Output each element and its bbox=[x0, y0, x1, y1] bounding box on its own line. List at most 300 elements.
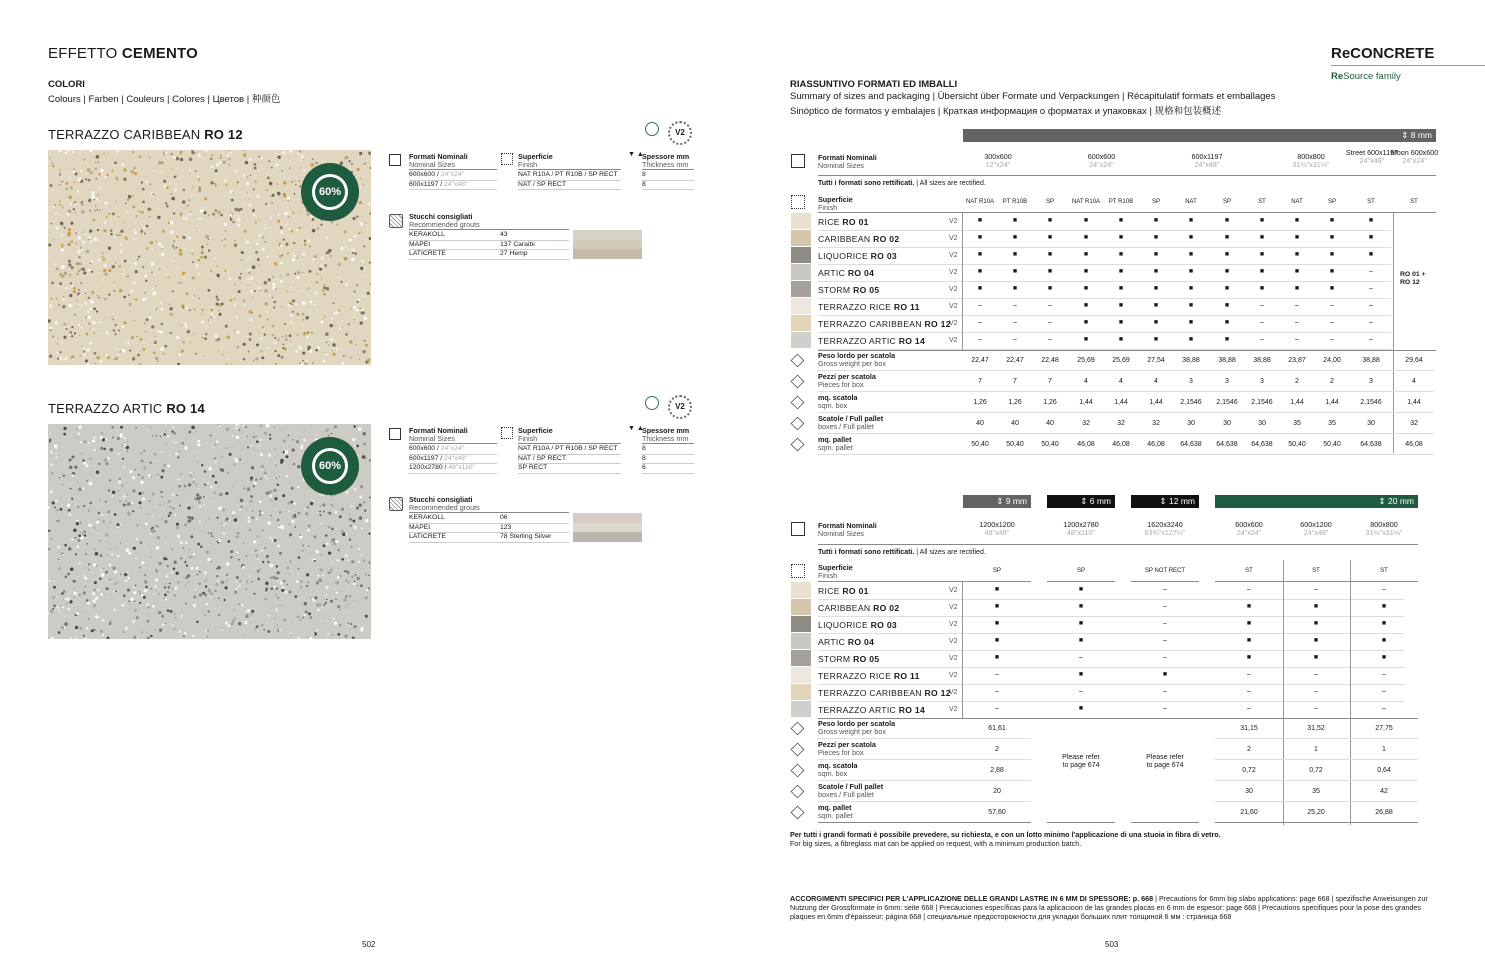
pack-value: 31,15 bbox=[1240, 725, 1258, 732]
pack-value: 25,69 bbox=[1077, 357, 1095, 364]
pack-label bbox=[818, 762, 858, 778]
recycle-icon bbox=[312, 448, 348, 484]
pack-value: 1 bbox=[1314, 746, 1318, 753]
finish-col-header: SP bbox=[1222, 199, 1231, 205]
color-name bbox=[818, 234, 899, 244]
availability-mark: ■ bbox=[1047, 217, 1053, 224]
row-rule bbox=[818, 684, 1404, 685]
format-inch: 48"x110" bbox=[1066, 528, 1096, 537]
availability-mark: ■ bbox=[1012, 251, 1018, 258]
format-sep: / bbox=[435, 445, 441, 452]
pack-label-bold: Scatole / Full pallet bbox=[818, 414, 884, 423]
pack-value: 4 bbox=[1154, 378, 1158, 385]
pack-label-bold: Scatole / Full pallet bbox=[818, 782, 884, 791]
finish-col-header: SP bbox=[1045, 199, 1054, 205]
format-inch: 24"x48" bbox=[1303, 528, 1329, 537]
availability-mark: ■ bbox=[1381, 637, 1387, 644]
format-size-header bbox=[957, 521, 1037, 537]
pack-value: 30 bbox=[1258, 420, 1266, 427]
availability-mark: ■ bbox=[1368, 234, 1374, 241]
finish-sub: Finish bbox=[518, 434, 538, 443]
v2-divider bbox=[962, 582, 963, 718]
availability-mark: ■ bbox=[1368, 217, 1374, 224]
pack-value: 2 bbox=[1247, 746, 1251, 753]
availability-mark: ■ bbox=[977, 234, 983, 241]
pack-label bbox=[818, 741, 876, 757]
product-name-light: TERRAZZO ARTIC bbox=[48, 401, 167, 416]
box-icon bbox=[791, 722, 805, 736]
grout-color-swatch bbox=[573, 249, 642, 259]
finish-col-header: PT R10B bbox=[1108, 199, 1134, 205]
color-name-light: STORM bbox=[818, 654, 854, 664]
finish-col-header: NAT R10A bbox=[1071, 199, 1101, 205]
pack-value: 4 bbox=[1119, 378, 1123, 385]
grout-label: Stucchi consigliati bbox=[409, 212, 473, 221]
box-icon bbox=[791, 764, 805, 778]
precautions-note: ACCORGIMENTI SPECIFICI PER L'APPLICAZIONE DELLE GRANDI LASTRE IN 6 MM DI SPESSORE: p. 668 | Precautions for 6mm big slabs applications: page 668 | spezifische Anweisungen zur Nutzung der Grossformate in 6mm: seite 668 | Precauciones específicas para la aplicacioon de las grandes placas en 6 mm de espesor: page 668 | Precautions specifiques pour la pose des grandes plaques en 6mm d'épaisseur: página 668 | специальные предосторожности для укладки больших плит толщиной 6 мм : страница 668 bbox=[790, 894, 1428, 921]
page-number-right: 503 bbox=[1105, 940, 1119, 949]
format-size: 1200x2780 bbox=[1063, 520, 1099, 529]
pack-value: 50,40 bbox=[1041, 441, 1059, 448]
thickness-row bbox=[642, 455, 694, 465]
availability-mark: ■ bbox=[1083, 234, 1089, 241]
summary-sub-1: Summary of sizes and packaging | Übersicht über Formate und Verpackungen | Récapitulatif formats et emballages bbox=[790, 91, 1276, 102]
spec-rule bbox=[518, 443, 621, 444]
pack-value: 61,61 bbox=[988, 725, 1006, 732]
finish-row bbox=[518, 171, 621, 181]
thickness-value: 8 bbox=[642, 180, 646, 188]
color-chip bbox=[791, 616, 811, 632]
product-title bbox=[48, 401, 205, 416]
formats-sub: Nominal Sizes bbox=[409, 160, 455, 169]
row-rule bbox=[818, 412, 1434, 413]
pack-label bbox=[818, 804, 853, 820]
thickness-label: Spessore mm bbox=[642, 152, 690, 161]
availability-mark: ■ bbox=[1294, 217, 1300, 224]
availability-mark: ■ bbox=[1313, 637, 1319, 644]
pack-value: 2,1546 bbox=[1251, 399, 1273, 406]
format-row bbox=[409, 181, 497, 191]
grout-icon bbox=[389, 497, 403, 511]
pack-value: 2 bbox=[1330, 378, 1334, 385]
format-sep: / bbox=[438, 180, 445, 188]
spec-rule bbox=[409, 443, 497, 444]
color-code: RO 12 bbox=[924, 319, 951, 329]
row-rule bbox=[818, 780, 1031, 781]
availability-mark: – bbox=[1314, 705, 1318, 712]
color-name-light: CARIBBEAN bbox=[818, 234, 874, 244]
pack-value: 2,1546 bbox=[1216, 399, 1238, 406]
pack-label-bold: Peso lordo per scatola bbox=[818, 351, 896, 360]
availability-mark: ■ bbox=[1259, 234, 1265, 241]
pack-value: 38,88 bbox=[1218, 357, 1236, 364]
recycled-percent: 60% bbox=[318, 186, 342, 198]
color-name-light: TERRAZZO RICE bbox=[818, 671, 894, 681]
availability-mark: ■ bbox=[1083, 285, 1089, 292]
color-name-light: ARTIC bbox=[818, 637, 848, 647]
thickness-sub: Thickness mm bbox=[642, 434, 689, 443]
pack-value: 31,52 bbox=[1307, 725, 1325, 732]
refer-note: Please refer to page 674 bbox=[1146, 754, 1184, 769]
thickness-arrows-icon: ⇕ bbox=[1378, 496, 1389, 506]
finish-col-header: SP bbox=[1151, 199, 1160, 205]
color-name bbox=[818, 586, 869, 596]
grout-color-swatch bbox=[573, 240, 642, 250]
pack-value: 22,47 bbox=[971, 357, 989, 364]
thickness-row bbox=[642, 181, 694, 191]
color-code: RO 04 bbox=[847, 637, 875, 647]
table-rule bbox=[1047, 822, 1115, 823]
pack-value: 0,64 bbox=[1377, 767, 1391, 774]
table-rule bbox=[1215, 581, 1418, 582]
format-row bbox=[409, 445, 497, 455]
color-code: RO 12 bbox=[924, 688, 951, 698]
format-size: 1620x3240 bbox=[1147, 520, 1183, 529]
row-rule bbox=[1215, 780, 1418, 781]
color-code: RO 03 bbox=[870, 251, 898, 261]
pack-value: 2 bbox=[1295, 378, 1299, 385]
availability-mark: – bbox=[1048, 302, 1052, 309]
pack-label-sub: Pieces for box bbox=[818, 748, 864, 757]
grout-sub: Recommended grouts bbox=[409, 220, 480, 229]
table-rule bbox=[818, 581, 963, 582]
availability-mark: ■ bbox=[1118, 234, 1124, 241]
box-icon bbox=[791, 806, 805, 820]
grout-brand: KERAKOLL bbox=[409, 514, 445, 521]
color-name bbox=[818, 671, 920, 681]
format-inch: 31⅛"x31⅛" bbox=[1365, 528, 1403, 537]
format-size-header bbox=[1375, 149, 1455, 165]
color-chip bbox=[791, 315, 811, 331]
pack-value: 20 bbox=[993, 788, 1001, 795]
availability-mark: – bbox=[1369, 285, 1373, 292]
format-size: 600x1197 bbox=[409, 180, 439, 188]
availability-mark: ■ bbox=[1313, 654, 1319, 661]
availability-mark: ■ bbox=[1246, 654, 1252, 661]
availability-mark: ■ bbox=[1153, 268, 1159, 275]
pack-value: 50,40 bbox=[1006, 441, 1024, 448]
pack-value: 27,54 bbox=[1147, 357, 1165, 364]
pack-value: 2,1546 bbox=[1180, 399, 1202, 406]
color-chip bbox=[791, 281, 811, 297]
format-size: Moon 600x600 bbox=[1390, 148, 1439, 157]
spec-rule bbox=[409, 169, 497, 170]
availability-mark: ■ bbox=[1294, 234, 1300, 241]
availability-mark: ■ bbox=[1118, 336, 1124, 343]
pack-value: 22,47 bbox=[1006, 357, 1024, 364]
formats-label: Formati Nominali bbox=[409, 152, 468, 161]
availability-mark: – bbox=[1260, 302, 1264, 309]
pack-value: 1 bbox=[1382, 746, 1386, 753]
grout-color-swatch bbox=[573, 513, 642, 523]
availability-mark: – bbox=[1369, 319, 1373, 326]
row-rule bbox=[818, 298, 1391, 299]
color-code: RO 14 bbox=[898, 336, 926, 346]
product-name-code: RO 14 bbox=[166, 401, 205, 416]
availability-mark: – bbox=[978, 336, 982, 343]
spec-rule bbox=[642, 169, 694, 170]
format-size: 600x600 bbox=[1087, 152, 1116, 161]
availability-mark: – bbox=[1369, 336, 1373, 343]
thickness-bar-8mm-label: 8 mm bbox=[1410, 130, 1432, 140]
pack-label-sub: Pieces for box bbox=[818, 380, 864, 389]
thickness-value: 6 bbox=[642, 464, 646, 471]
pack-value: 26,88 bbox=[1375, 809, 1393, 816]
thickness-row bbox=[642, 445, 694, 455]
finish-row bbox=[518, 181, 621, 191]
availability-mark: – bbox=[1247, 705, 1251, 712]
finish-col-header: NAT bbox=[1185, 199, 1197, 205]
grout-code: 06 bbox=[500, 514, 508, 521]
format-size: 1200x1200 bbox=[979, 520, 1015, 529]
grout-row bbox=[409, 514, 569, 524]
finish-col-header: ST bbox=[1312, 568, 1320, 574]
availability-mark: – bbox=[1330, 336, 1334, 343]
thickness-sub: Thickness mm bbox=[642, 160, 689, 169]
pack-value: 3 bbox=[1369, 378, 1373, 385]
format-row bbox=[409, 464, 497, 474]
thickness-bar-12mm-label: 12 mm bbox=[1169, 496, 1195, 506]
format-size: 600x600 bbox=[1235, 520, 1263, 529]
thickness-bar-9mm bbox=[963, 495, 1031, 508]
availability-mark: ■ bbox=[1188, 319, 1194, 326]
pack-value: 1,44 bbox=[1290, 399, 1304, 406]
leed-icon bbox=[645, 122, 659, 136]
color-chip bbox=[791, 247, 811, 263]
recycled-content-badge bbox=[301, 163, 359, 221]
row-rule bbox=[818, 433, 1434, 434]
row-rule bbox=[818, 370, 1434, 371]
format-inch: 24"x48" bbox=[1194, 160, 1220, 169]
finish-col-header: SP bbox=[1327, 199, 1336, 205]
v2-tag: V2 bbox=[949, 320, 958, 327]
table-rule bbox=[1047, 581, 1115, 582]
availability-mark: – bbox=[1330, 302, 1334, 309]
availability-mark: ■ bbox=[1078, 586, 1084, 593]
pack-label bbox=[818, 352, 895, 368]
pack-label bbox=[818, 436, 853, 452]
color-name bbox=[818, 268, 874, 278]
pack-value: 50,40 bbox=[1323, 441, 1341, 448]
availability-mark: – bbox=[1048, 336, 1052, 343]
format-size-header bbox=[1344, 521, 1424, 537]
box-icon bbox=[791, 785, 805, 799]
format-size-header bbox=[1041, 521, 1121, 537]
leed-icon bbox=[645, 396, 659, 410]
pack-value: 1,44 bbox=[1149, 399, 1163, 406]
availability-mark: ■ bbox=[977, 268, 983, 275]
color-name-light: RICE bbox=[818, 217, 843, 227]
grout-row bbox=[409, 231, 569, 241]
pack-value: 40 bbox=[1046, 420, 1054, 427]
v2-tag: V2 bbox=[949, 689, 958, 696]
availability-mark: ■ bbox=[1078, 671, 1084, 678]
finish-row bbox=[518, 464, 621, 474]
availability-mark: – bbox=[1314, 671, 1318, 678]
pack-value: 7 bbox=[1048, 378, 1052, 385]
pack-value: 38,88 bbox=[1362, 357, 1380, 364]
availability-mark: ■ bbox=[1153, 319, 1159, 326]
pack-value: 0,72 bbox=[1309, 767, 1323, 774]
format-inch: 12"x24" bbox=[985, 160, 1011, 169]
finish-icon bbox=[791, 564, 805, 578]
row-rule bbox=[818, 599, 1404, 600]
pack-label-bold: mq. scatola bbox=[818, 393, 858, 402]
availability-mark: ■ bbox=[1246, 603, 1252, 610]
grout-row bbox=[409, 241, 569, 251]
left-page-title: EFFETTO CEMENTO bbox=[48, 45, 198, 62]
thickness-value: 8 bbox=[642, 445, 646, 452]
color-chip bbox=[791, 633, 811, 649]
pack-value: 2,88 bbox=[990, 767, 1004, 774]
row-label: Formati Nominali bbox=[818, 521, 877, 530]
color-code: RO 01 bbox=[842, 217, 869, 227]
v2-tag: V2 bbox=[949, 604, 958, 611]
col-divider bbox=[1283, 560, 1284, 825]
finish-col-header: ST bbox=[1410, 199, 1418, 205]
v2-tag: V2 bbox=[949, 655, 958, 662]
availability-mark: ■ bbox=[1078, 637, 1084, 644]
v2-tag: V2 bbox=[949, 235, 958, 242]
availability-mark: ■ bbox=[1224, 319, 1230, 326]
availability-mark: ■ bbox=[1047, 285, 1053, 292]
format-inch: 24"x48" bbox=[444, 454, 468, 462]
v2-label: V2 bbox=[675, 402, 685, 411]
availability-mark: – bbox=[1382, 705, 1386, 712]
format-inch: 31⅛"x31⅛" bbox=[1292, 160, 1330, 169]
finish-label: Superficie bbox=[818, 563, 853, 572]
table-rule bbox=[963, 581, 1031, 582]
format-size: 600x600 bbox=[409, 171, 436, 178]
color-name bbox=[818, 637, 874, 647]
row-rule bbox=[1215, 759, 1418, 760]
pack-value: 46,08 bbox=[1405, 441, 1423, 448]
finish-row bbox=[518, 445, 621, 455]
colori-label: COLORI bbox=[48, 79, 85, 90]
availability-mark: ■ bbox=[1188, 234, 1194, 241]
pack-value: 42 bbox=[1380, 788, 1388, 795]
pack-label bbox=[818, 720, 895, 736]
availability-mark: – bbox=[1295, 336, 1299, 343]
availability-mark: ■ bbox=[1381, 620, 1387, 627]
v2-divider bbox=[962, 213, 963, 350]
row-rule bbox=[818, 247, 1391, 248]
table-rule bbox=[818, 718, 1418, 719]
finish-sub: Finish bbox=[518, 160, 538, 169]
availability-mark: ■ bbox=[1224, 251, 1230, 258]
thickness-arrows-icon: ⇕ bbox=[1159, 496, 1170, 506]
recycled-content-badge bbox=[301, 437, 359, 495]
pack-value: 21,60 bbox=[1240, 809, 1258, 816]
availability-mark: ■ bbox=[994, 620, 1000, 627]
table-rule bbox=[818, 350, 1436, 351]
row-rule bbox=[818, 701, 1404, 702]
availability-mark: ■ bbox=[1224, 336, 1230, 343]
color-name bbox=[818, 302, 920, 312]
color-code: RO 11 bbox=[893, 671, 920, 681]
color-chip bbox=[791, 213, 811, 229]
format-square-icon bbox=[389, 154, 401, 166]
availability-mark: ■ bbox=[1259, 285, 1265, 292]
rectified-note bbox=[818, 549, 986, 556]
pack-value: 22,48 bbox=[1041, 357, 1059, 364]
product-name-light: TERRAZZO CARIBBEAN bbox=[48, 127, 205, 142]
availability-mark: – bbox=[1369, 302, 1373, 309]
grout-row bbox=[409, 533, 569, 543]
pack-value: 4 bbox=[1084, 378, 1088, 385]
v2-tag: V2 bbox=[949, 286, 958, 293]
row-rule bbox=[818, 332, 1391, 333]
box-icon bbox=[791, 417, 805, 431]
v2-tag: V2 bbox=[949, 269, 958, 276]
format-square-icon bbox=[791, 522, 805, 536]
row-sub: Nominal Sizes bbox=[818, 161, 864, 170]
color-name bbox=[818, 705, 925, 715]
format-size-header bbox=[1125, 521, 1205, 537]
availability-mark: ■ bbox=[1047, 251, 1053, 258]
format-square-icon bbox=[389, 428, 401, 440]
format-inch: 48"x48" bbox=[984, 528, 1010, 537]
table-rule bbox=[818, 544, 1418, 545]
color-chip bbox=[791, 667, 811, 683]
pack-value: 64,638 bbox=[1360, 441, 1382, 448]
availability-mark: – bbox=[1013, 336, 1017, 343]
availability-mark: ■ bbox=[1188, 268, 1194, 275]
availability-mark: ■ bbox=[1162, 671, 1168, 678]
availability-mark: ■ bbox=[1224, 285, 1230, 292]
thickness-bar-12mm bbox=[1131, 495, 1199, 508]
availability-mark: ■ bbox=[1083, 251, 1089, 258]
product-title bbox=[48, 127, 243, 142]
format-size: Street 600x1197 bbox=[1345, 148, 1399, 157]
availability-mark: ■ bbox=[1381, 654, 1387, 661]
finish-col-header: ST bbox=[1258, 199, 1266, 205]
availability-mark: ■ bbox=[1329, 268, 1335, 275]
thickness-bar-6mm bbox=[1047, 495, 1115, 508]
v2-icon bbox=[668, 121, 692, 145]
availability-mark: ■ bbox=[1259, 268, 1265, 275]
availability-mark: ■ bbox=[1294, 268, 1300, 275]
thickness-label: Spessore mm bbox=[642, 426, 690, 435]
v2-tag: V2 bbox=[949, 621, 958, 628]
format-size-header bbox=[1062, 153, 1142, 169]
v2-tag: V2 bbox=[949, 706, 958, 713]
pack-label-bold: mq. pallet bbox=[818, 803, 852, 812]
grout-brand: LATICRETE bbox=[409, 250, 446, 257]
thickness-bar-9mm-label: 9 mm bbox=[1005, 496, 1027, 506]
pack-value: 3 bbox=[1260, 378, 1264, 385]
pack-value: 1,26 bbox=[1008, 399, 1022, 406]
availability-mark: – bbox=[1382, 688, 1386, 695]
row-rule bbox=[818, 616, 1404, 617]
grout-color-swatch bbox=[573, 532, 642, 542]
finish-col-header: ST bbox=[1367, 199, 1375, 205]
finish-value: NAT R10A / PT R10B / SP RECT bbox=[518, 171, 618, 178]
pack-value: 1,44 bbox=[1114, 399, 1128, 406]
pack-value: 46,08 bbox=[1147, 441, 1165, 448]
finish-icon bbox=[501, 153, 513, 165]
availability-mark: ■ bbox=[1083, 302, 1089, 309]
v2-tag: V2 bbox=[949, 638, 958, 645]
format-row bbox=[409, 455, 497, 465]
pack-value: 1,44 bbox=[1325, 399, 1339, 406]
color-name bbox=[818, 251, 897, 261]
pack-label bbox=[818, 415, 883, 431]
table-rule bbox=[818, 822, 1031, 823]
spec-rule bbox=[409, 512, 569, 513]
format-sep: / bbox=[435, 171, 441, 178]
availability-mark: – bbox=[1382, 671, 1386, 678]
